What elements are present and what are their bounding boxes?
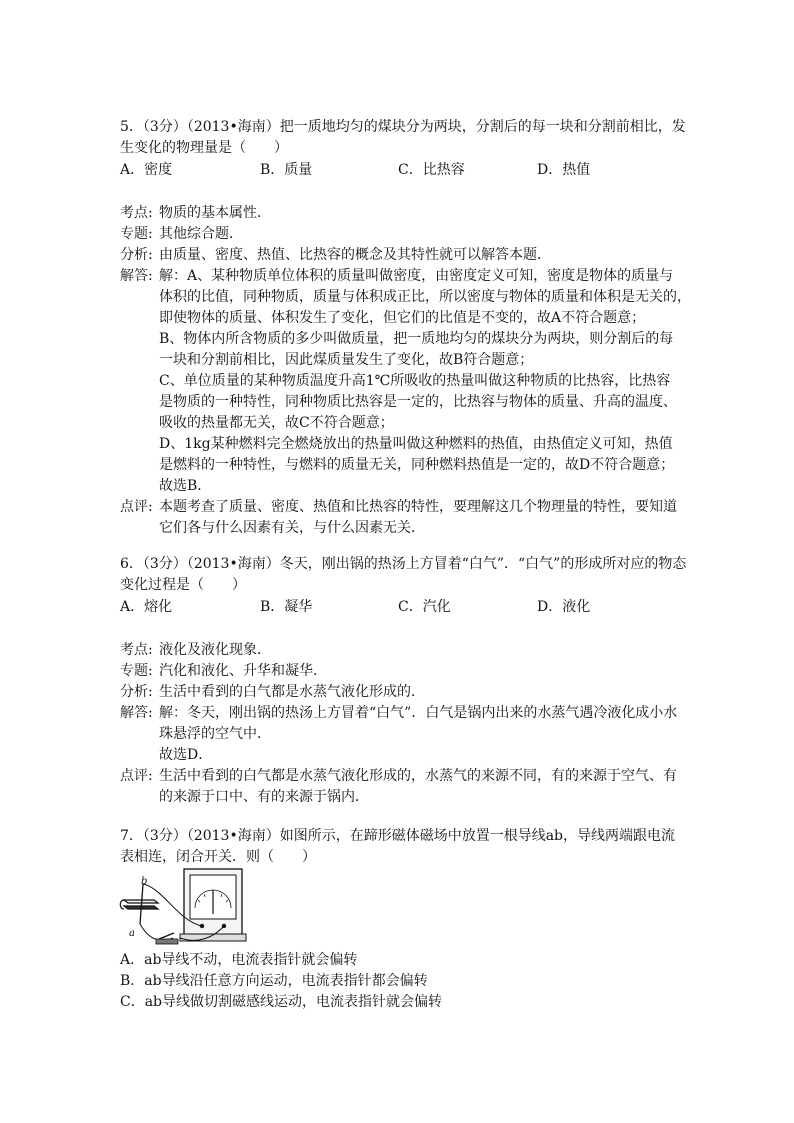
horseshoe-magnet bbox=[120, 900, 158, 909]
q5-option-d: D．热值 bbox=[537, 162, 591, 178]
q5-jieda-line: 体积的比值，同种物质，质量与体积成正比，所以密度与物体的质量和体积是无关的， bbox=[159, 289, 691, 305]
q5-option-c: C．比热容 bbox=[398, 162, 465, 178]
q5-kaodian-label: 考点: bbox=[120, 205, 153, 221]
q6-jieda-line: 故选D． bbox=[159, 747, 213, 763]
q5-jieda-line: 解：A、某种物质单位体积的质量叫做密度，由密度定义可知，密度是物体的质量与 bbox=[159, 268, 674, 284]
q5-dianping-line: 本题考查了质量、密度、热值和比热容的特性，要理解这几个物理量的特性，要知道 bbox=[159, 499, 677, 515]
q6-dianping-label: 点评: bbox=[120, 768, 153, 784]
q6-option-d: D．液化 bbox=[537, 599, 591, 615]
magnet-galvanometer-figure bbox=[118, 866, 248, 948]
q6-fenxi: 生活中看到的白气都是水蒸气液化形成的． bbox=[159, 684, 425, 700]
q7-option-c: C．ab导线做切割磁感线运动，电流表指针就会偏转 bbox=[120, 994, 443, 1010]
q5-zhuanti: 其他综合题． bbox=[159, 226, 243, 242]
connecting-wire bbox=[140, 924, 173, 940]
q5-jieda-line: C、单位质量的某种物质温度升高1℃所吸收的热量叫做这种物质的比热容，比热容 bbox=[159, 373, 671, 389]
q5-dianping-label: 点评: bbox=[120, 499, 153, 515]
q6-zhuanti-label: 专题: bbox=[120, 663, 153, 679]
q5-fenxi-label: 分析: bbox=[120, 247, 153, 263]
figure-label-a: a bbox=[129, 928, 135, 939]
q5-jieda-line: 是物质的一种特性，同种物质比热容是一定的，比热容与物体的质量、升高的温度、 bbox=[159, 394, 677, 410]
switch bbox=[156, 933, 178, 944]
q6-option-a: A．熔化 bbox=[120, 599, 173, 615]
q6-fenxi-label: 分析: bbox=[120, 684, 153, 700]
q5-option-a: A．密度 bbox=[120, 162, 173, 178]
q5-jieda-line: 故选B． bbox=[159, 478, 212, 494]
q6-option-b: B．凝华 bbox=[260, 599, 313, 615]
q5-jieda-label: 解答: bbox=[120, 268, 153, 284]
q6-dianping-line: 生活中看到的白气都是水蒸气液化形成的，水蒸气的来源不同，有的来源于空气、有 bbox=[159, 768, 677, 784]
q5-jieda-line: 是燃料的一种特性，与燃料的质量无关，同种燃料热值是一定的，故D不符合题意； bbox=[159, 457, 675, 473]
figure-label-b: b bbox=[141, 876, 148, 887]
q5-zhuanti-label: 专题: bbox=[120, 226, 153, 242]
q6-dianping-line: 的来源于口中、有的来源于锅内． bbox=[159, 789, 369, 805]
q6-zhuanti: 汽化和液化、升华和凝华． bbox=[159, 663, 327, 679]
q5-kaodian: 物质的基本属性． bbox=[159, 205, 271, 221]
q6-jieda-label: 解答: bbox=[120, 705, 153, 721]
q5-fenxi: 由质量、密度、热值、比热容的概念及其特性就可以解答本题． bbox=[159, 247, 551, 263]
q5-jieda-line: B、物体内所含物质的多少叫做质量，把一质地均匀的煤块分为两块，则分割后的每 bbox=[159, 331, 674, 347]
q6-kaodian: 液化及液化现象． bbox=[159, 642, 271, 658]
q6-jieda-line: 解：冬天，刚出锅的热汤上方冒着“白气”．白气是锅内出来的水蒸气遇冷液化成小水 bbox=[159, 705, 678, 721]
q7-option-b: B．ab导线沿任意方向运动，电流表指针都会偏转 bbox=[120, 973, 428, 989]
q5-option-b: B．质量 bbox=[260, 162, 313, 178]
galvanometer bbox=[180, 869, 246, 941]
q5-dianping-line: 它们各与什么因素有关，与什么因素无关． bbox=[159, 520, 425, 536]
q5-jieda-line: 吸收的热量都无关，故C不符合题意； bbox=[159, 415, 394, 431]
q6-stem-line1: 6．（3分）（2013•海南）冬天，刚出锅的热汤上方冒着“白气”．“白气”的形成所对应的物态 bbox=[120, 556, 687, 572]
q6-kaodian-label: 考点: bbox=[120, 642, 153, 658]
q5-jieda-line: D、1kg某种燃料完全燃烧放出的热量叫做这种燃料的热值，由热值定义可知，热值 bbox=[159, 436, 673, 452]
wire-ab bbox=[140, 884, 143, 924]
q7-stem-line1: 7．（3分）（2013•海南）如图所示，在蹄形磁体磁场中放置一根导线ab，导线两端跟电流 bbox=[120, 828, 676, 844]
q5-stem-line1: 5．（3分）（2013•海南）把一质地均匀的煤块分为两块，分割后的每一块和分割前相比，发 bbox=[120, 119, 686, 135]
q5-stem-line2: 生变化的物理量是（ ） bbox=[120, 140, 288, 156]
q6-stem-line2: 变化过程是（ ） bbox=[120, 577, 246, 593]
q5-jieda-line: 一块和分割前相比，因此煤质量发生了变化，故B符合题意； bbox=[159, 352, 534, 368]
q7-option-a: A．ab导线不动，电流表指针就会偏转 bbox=[120, 952, 358, 968]
q5-jieda-line: 即使物体的质量、体积发生了变化，但它们的比值是不变的，故A不符合题意； bbox=[159, 310, 646, 326]
q6-jieda-line: 珠悬浮的空气中． bbox=[159, 726, 271, 742]
q6-option-c: C．汽化 bbox=[398, 599, 451, 615]
q7-stem-line2: 表相连，闭合开关．则（ ） bbox=[120, 849, 316, 865]
